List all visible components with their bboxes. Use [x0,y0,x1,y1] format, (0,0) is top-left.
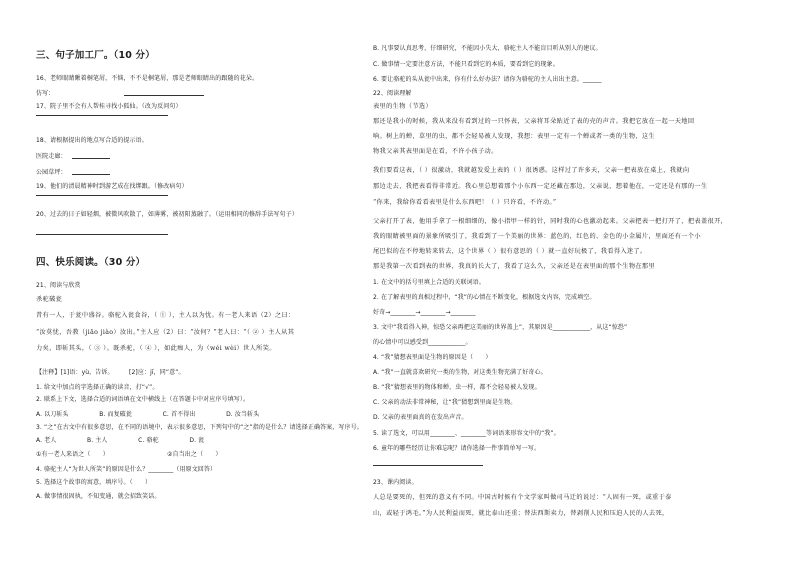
right-text-line: 表里的生物（节选） [373,103,433,110]
left-text-line: 杀驼破瓮 [36,296,63,303]
left-text-line: 1. 给文中加点的字选择正确的读音，打“√”。 [36,384,159,391]
answer-blank-line[interactable] [72,174,110,175]
right-text-line: 4. “我”猜想表里面是生物的原因是（ ） [373,354,492,361]
left-text-line: 【注释】[1]语：yù，告诉。 [2]应：jī，同“意”。 [36,369,185,376]
right-text-line: 6. 童年的哪些经历让你难忘呢？请你选择一件事简单写一写。 [373,445,541,452]
right-text-line: 父亲打开了表，他用手拿了一根细细的，像小指甲一样的针，同时我的心也激动起来。父亲把表一把打开了，把表盖很开， [373,218,728,225]
left-text-line: 17、院子里不会有人帮桂寻找小狐仙。（改为反问句） [36,103,182,110]
right-text-line: 物我父亲其表里面是在看，不许小孩子动。 [373,148,498,155]
right-text-line: 那还是我小的时候，我从来没有看到过的一只怀表，父亲将耳朵贴近了表的壳的声音。我把它放在一起一天地回 [373,118,695,125]
right-text-line: 我的眼睛被里面的景象所吸引了，我看到了一个美丽的世界：蓝色的，红色的、金色的小金属片，里面还有一个小 [373,233,701,240]
left-text-line: 2. 联系上下文，选择合适的词语填在文中横线上（在答题卡中对应序号填写）。 [36,396,250,403]
right-text-line: 那边走去，我把表看得非常近。我心里总想着那个小东西一定还藏在那边，父亲说，想着他在，一定还是有那的一生 [373,183,708,190]
left-text-line: 4. 骆驼主人“为世人所笑”的原因是什么？________（用原文回答） [36,466,217,473]
left-text-line: A. 做事情很固执，不知变通，就会招致笑话。 [36,493,161,500]
left-text-line: 医院走廊： [36,153,67,160]
answer-blank-line[interactable] [124,95,204,96]
left-text-line: 力矣，即斩其头，（ ③ ）。既杀驼，（ ④ ），如此痴人，为（wéi wèi）世人所笑。 [36,345,276,352]
left-text-line: 21、阅读与欣赏 [36,282,81,289]
right-text-line: 那是我第一次看到表的世界，我真的长大了，我看了这么久，父亲还是在表里面的那个生物在那里 [373,263,656,270]
answer-blank-line[interactable] [72,158,110,159]
answer-blank-line[interactable] [36,115,168,116]
left-text-line: A. 老人 B. 主人 C. 骆驼 D. 瓮 [36,437,205,444]
right-text-line: B. “我”猜想表里的物体和蝉、虫一样，都不会轻易被人发现。 [373,384,541,391]
left-text-line: “汝莫忧，吾教（jiāo jiào）汝出。”主人应（2）曰：“汝何？”老人曰：“（ ② ）主人从其 [36,329,295,336]
left-text-line: 公园草坪： [36,169,67,176]
left-text-line: 16、老师眼睛瞅着桐笔屑，不恼，不不是桐笔屑，那是老师眼睛出的跟随的花朵。 [36,75,259,82]
right-text-line: B. 凡事要认真思考，仔细研究，不能因小失大，骆驼主人不能盲目听从别人的建议。 [373,45,602,52]
right-text-line: 山，或轻于鸿毛。”为人民利益而死，就比泰山还重；替法西斯卖力，替剥削人民和压迫人民的人去死， [373,510,669,517]
left-text-line: 昔有一人，于瓮中盛谷。骆驼入瓮食谷，（ ① ），主人以为忧。有一老人来语（2）之曰： [36,312,295,319]
right-text-line: 23、课内阅读。 [373,479,418,486]
left-text-line: A. 以刀斩头 B. 而复破瓮 C. 首不得出 D. 汝当斩头 [36,411,260,418]
left-text-line: 3. “之”在古文中有很多意思，在不同的语境中，表示很多意思，下列句中的“之”指的是什么？请选择正确答案，写序号。 [36,424,363,431]
right-text-line: 2. 在了解表里的真相过程中，“我”的心情在不断变化，根据选文内容，完成填空。 [373,294,596,301]
answer-blank-line[interactable] [373,465,483,466]
right-text-line: 3. 文中“我看得入神，惊恐父亲再把这美丽的世界盖上”，其原因是____________，从这“惊恐” [373,324,628,331]
right-text-line: C. 父亲的动法非常神秘，让“我”猜想到里面是生物。 [373,399,517,406]
left-text-line: ①有一老人来语之（ ） ②自当出之（ ） [36,451,222,458]
left-text-line: 18、请根据提出的地点写合适的提示语。 [36,137,148,144]
right-text-line: 人总是要死的，但死的意义有不同。中国古时候有个文学家叫做司马迁的说过：“人固有一死，或重于泰 [373,494,672,501]
right-text-line: “你来，我给你看看表里是什么东西吧！（ ）只许看，不许动。” [373,199,557,206]
left-text-line: 19、他们的清晨精神时到游艺成在找绑跟。（修改病句） [36,183,188,190]
right-text-line: C. 做事情一定要注意方法，不能只看到它的本质，要看到它的现象。 [373,61,559,68]
right-text-line: 1. 在文中的括号里填上合适的关联词语。 [373,279,486,286]
right-text-line: 的心情中可以感受到____________。 [373,339,472,346]
answer-blank-line[interactable] [36,195,168,196]
right-text-line: 我们要看这表，（ ）很激动，我就越发爱上表的（ ）很诱惑。这样过了许多天，父亲一把表放在桌上，我就向 [373,167,690,174]
right-text-line: 好奇→________→________→________ [373,309,476,316]
left-text-line: 5. 选择这个故事的寓意，填序号。（ ） [36,479,152,486]
right-text-line: 尾巴似的在不停地转来转去，这个世界（ ）很有意思的（ ）就一直好玩极了，我看得入迷了。 [373,248,647,255]
right-text-line: 5. 读了选文，可以用________、________等词语来形容文中的“我”。 [373,430,560,437]
right-text-line: A. “我”一直就喜欢研究一类的生物，对这类生物充满了好奇心。 [373,369,547,376]
answer-blank-line[interactable] [36,234,168,235]
right-text-line: D. 父亲的表里面真的在发出声音。 [373,414,468,421]
left-text-line: 仿写： [36,90,55,97]
left-text-line: 20、过去的日子如轻烟，被微风吹散了，如薄雾，被初阳蒸融了。（运用相同的修辞手法写句子） [36,211,298,218]
right-text-line: 22、阅读理解 [373,90,412,97]
left-text-line: 三、句子加工厂。（10 分） [36,50,155,61]
right-text-line: 响。树上的蝉，草里的虫，都不会轻易被人发现，我想：表里一定有一个蝉或者一类的生物，这生 [373,133,656,140]
left-text-line: 四、快乐阅读。（30 分） [36,257,146,268]
right-text-line: 6. 要让骆驼的头从瓮中出来，你有什么好办法？请你为骆驼的主人出出主意。______ [373,76,602,83]
